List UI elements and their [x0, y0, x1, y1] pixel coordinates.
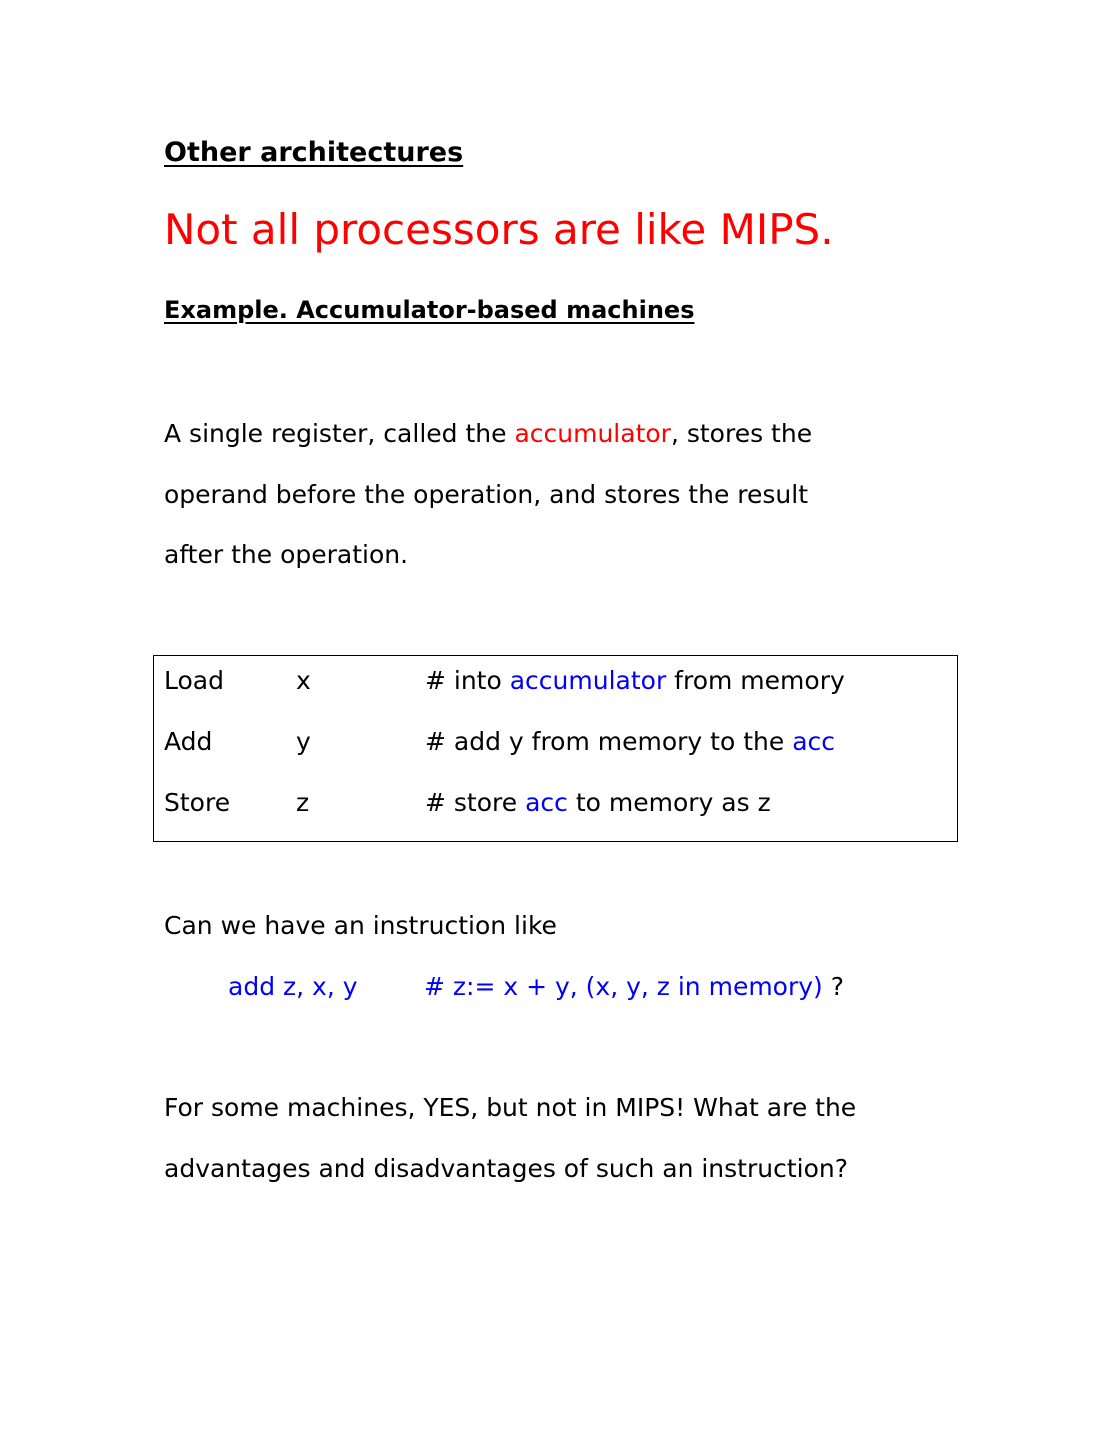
text-span: from memory [666, 666, 845, 695]
code-op: Store [164, 788, 231, 817]
code-arg: y [296, 727, 311, 756]
closing-paragraph [164, 1078, 856, 1199]
code-arg: x [296, 666, 311, 695]
highlight-term: accumulator [509, 666, 667, 695]
text-span: # into [425, 666, 510, 695]
paragraph-line-1 [164, 404, 812, 465]
accumulator-paragraph [164, 404, 812, 586]
code-row [154, 661, 957, 701]
example-subheading: Example. Accumulator-based machines [164, 296, 695, 324]
instruction-comment: # z:= x + y, (x, y, z in memory) [424, 972, 823, 1001]
text-span: , stores the [670, 419, 813, 448]
banner-statement: Not all processors are like MIPS. [164, 205, 834, 254]
accumulator-term: accumulator [514, 419, 671, 448]
highlight-term: acc [525, 788, 568, 817]
text-span: A single register, called the [164, 419, 515, 448]
page-title: Other architectures [164, 137, 464, 168]
code-row [154, 783, 957, 823]
paragraph-line-1: For some machines, YES, but not in MIPS! What are the [164, 1093, 857, 1122]
code-op: Load [164, 666, 224, 695]
text-span: # store [425, 788, 526, 817]
code-example-box [153, 655, 958, 842]
question-line: Can we have an instruction like [164, 911, 557, 940]
code-row [154, 722, 957, 762]
code-comment [425, 722, 835, 762]
highlight-term: acc [792, 727, 835, 756]
question-mark: ? [822, 972, 845, 1001]
text-span: # add y from memory to the [425, 727, 793, 756]
instruction-code: add z, x, y [228, 972, 358, 1001]
code-arg: z [296, 788, 310, 817]
paragraph-line-2: advantages and disadvantages of such an instruction? [164, 1153, 849, 1183]
paragraph-line-3: after the operation. [164, 540, 409, 569]
code-op: Add [164, 727, 213, 756]
code-comment [425, 661, 845, 701]
instruction-comment-wrap [424, 967, 844, 1007]
paragraph-line-2: operand before the operation, and stores the result [164, 479, 808, 509]
code-comment [425, 783, 771, 823]
text-span: to memory as z [567, 788, 771, 817]
